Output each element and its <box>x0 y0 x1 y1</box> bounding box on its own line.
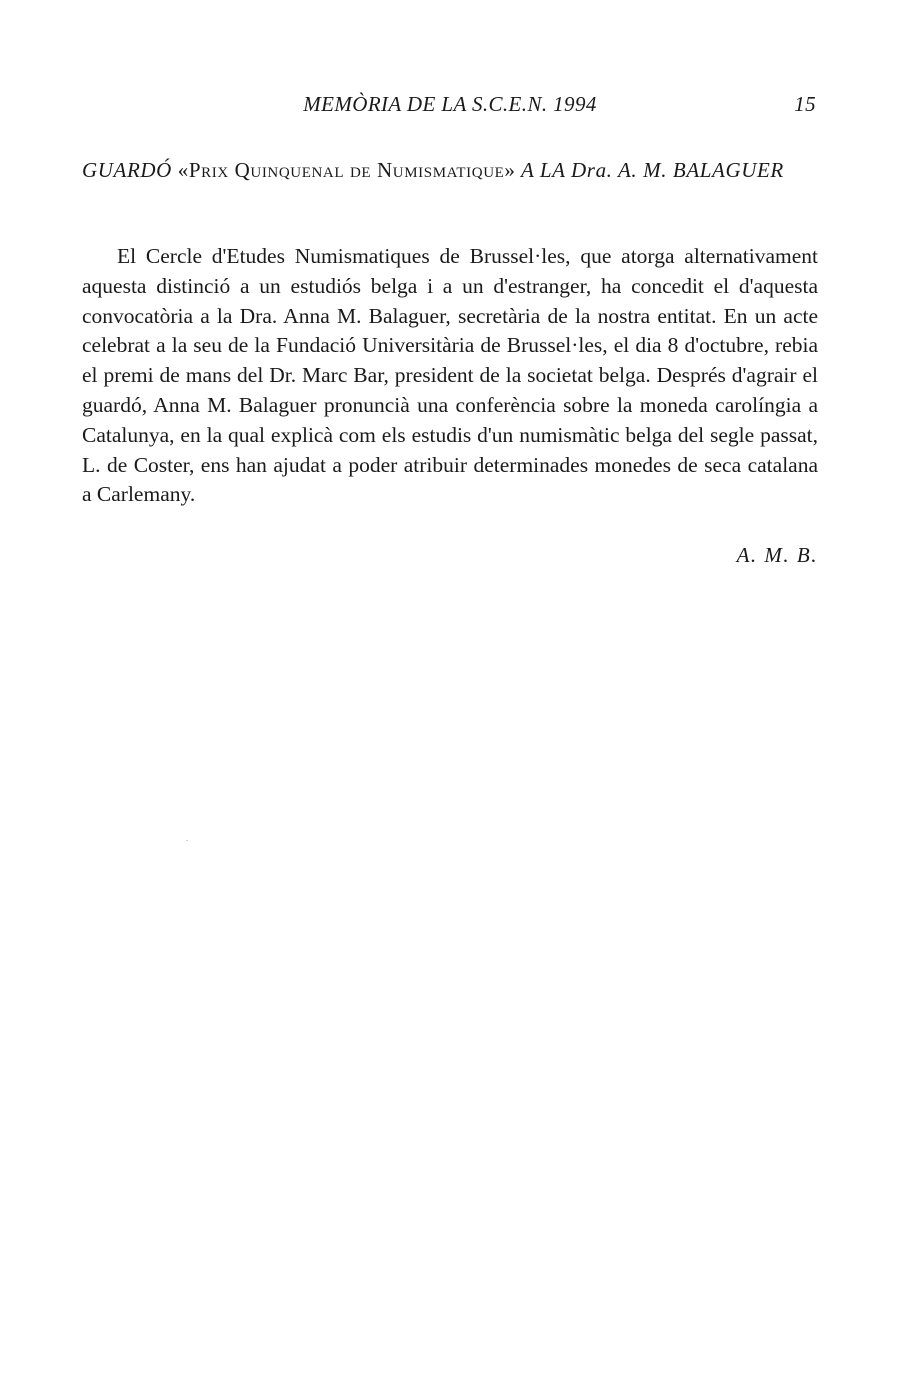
running-title: MEMÒRIA DE LA S.C.E.N. 1994 <box>303 92 597 116</box>
running-head <box>82 92 818 122</box>
heading-prize-name: «Prix Quinquenal de Numismatique» <box>177 158 516 182</box>
author-signature: A. M. B. <box>736 543 818 567</box>
heading-recipient: A LA Dra. A. M. BALAGUER <box>515 158 784 182</box>
page-number: 15 <box>794 92 816 116</box>
body-paragraph: El Cercle d'Etudes Numismatiques de Brussel·les, que atorga alternativament aquesta distinció a un estudiós belga i a un d'estranger, ha concedit el d'aquesta convocatòria a la Dra. Anna M. Balaguer, secretària de la nostra entitat. En un acte celebrat a la seu de la Fundació Universitària de Brussel·les, el dia 8 d'octubre, rebia el premi de mans del Dr. Marc Bar, president de la societat belga. Després d'agrair el guardó, Anna M. Balaguer pronuncià una conferència sobre la moneda carolíngia a Catalunya, en la qual explicà com els estudis d'un numismàtic belga del segle passat, L. de Coster, ens han ajudat a poder atribuir determinades monedes de seca catalana a Carlemany. <box>82 244 818 507</box>
scan-speck <box>186 840 188 841</box>
heading-lead: GUARDÓ <box>82 158 178 182</box>
section-heading <box>82 155 818 185</box>
